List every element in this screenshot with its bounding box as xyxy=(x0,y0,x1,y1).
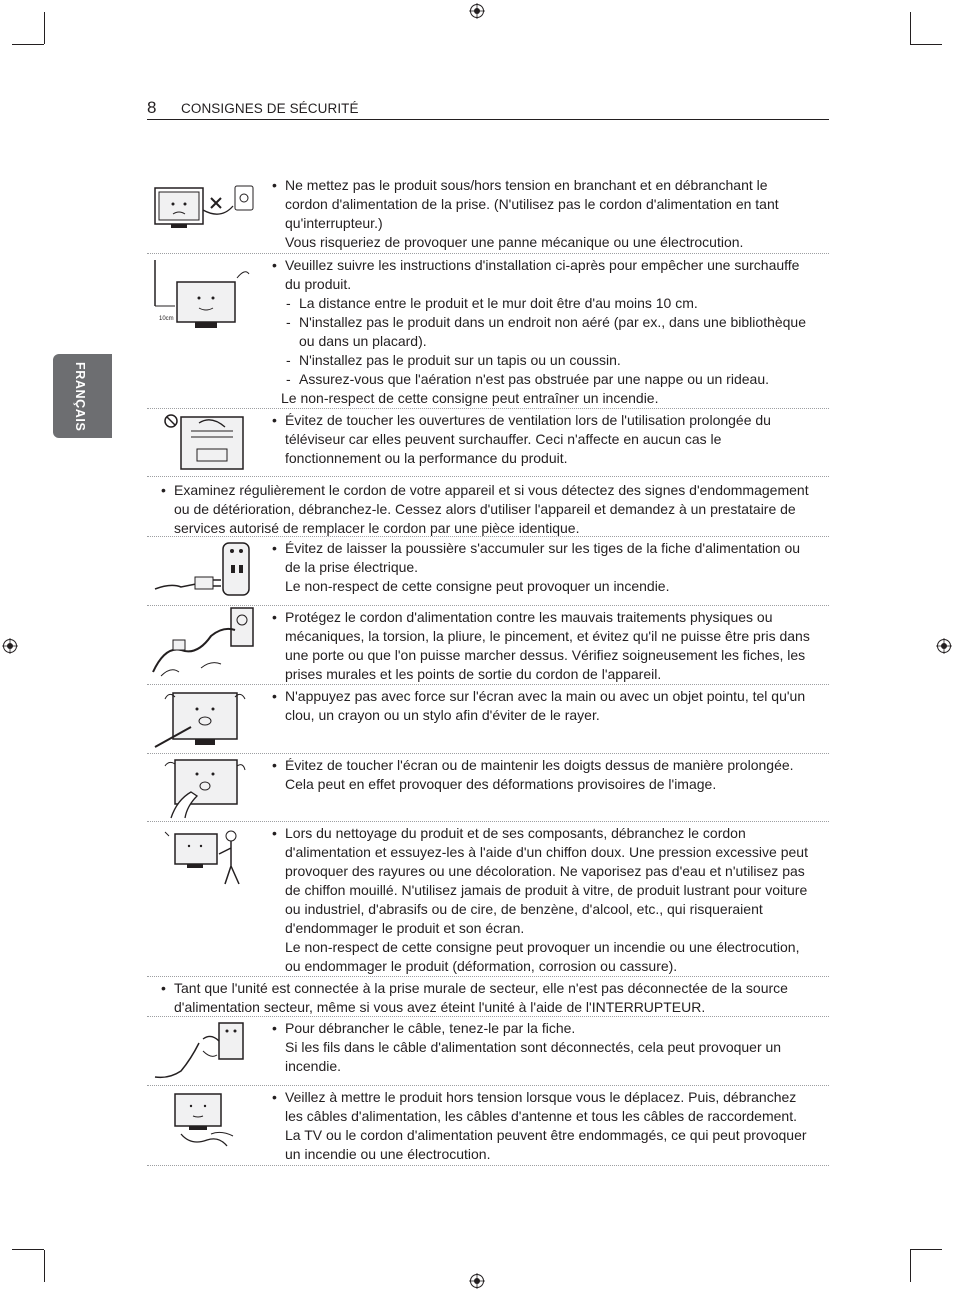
item-text xyxy=(272,756,812,794)
tv-unplug-icon xyxy=(151,180,261,240)
item-text xyxy=(272,1019,812,1076)
screen-press-icon xyxy=(151,687,261,751)
move-tv-cables-icon xyxy=(151,1090,261,1154)
crop-mark xyxy=(910,44,942,45)
screen-finger-icon xyxy=(151,756,261,820)
list-item xyxy=(147,754,829,822)
paragraph: • Évitez de toucher les ouvertures de ventilation lors de l'utilisation prolongée du téléviseur car elles peuvent surchauffer. Ceci n'affecte en aucun cas le fonctionnement ou la performance du produit. xyxy=(285,412,771,466)
list-item xyxy=(147,174,829,254)
list-item xyxy=(147,1017,829,1086)
list-item xyxy=(147,606,829,685)
paragraph: • Pour débrancher le câble, tenez-le par la fiche. xyxy=(285,1020,576,1036)
sub-item: - N'installez pas le produit dans un endroit non aéré (par ex., dans une bibliothèque ou dans un placard). xyxy=(272,313,812,351)
registration-mark-icon xyxy=(936,638,952,654)
language-tab-label: FRANÇAIS xyxy=(73,362,87,432)
item-text xyxy=(272,608,812,684)
paragraph: • Tant que l'unité est connectée à la prise murale de secteur, elle n'est pas déconnectée de la source d'alimentation secteur, même si vous avez éteint l'unité à l'aide de l'INTERRUPTEUR. xyxy=(174,980,788,1015)
pull-plug-icon xyxy=(151,1019,261,1083)
list-item xyxy=(147,685,829,754)
list-item xyxy=(147,537,829,606)
list-item xyxy=(147,409,829,477)
sub-item: - Assurez-vous que l'aération n'est pas obstruée par une nappe ou un rideau. xyxy=(272,370,812,389)
page-number: 8 xyxy=(147,98,157,117)
crop-mark xyxy=(44,12,45,44)
item-text xyxy=(272,176,812,252)
paragraph: • Évitez de laisser la poussière s'accumuler sur les tiges de la fiche d'alimentation ou de la prise électrique. xyxy=(285,540,801,575)
crop-mark xyxy=(910,12,911,44)
item-text xyxy=(161,979,821,1017)
paragraph: Le non-respect de cette consigne peut provoquer un incendie ou une électrocution, ou endommager le produit (déformation, corrosion ou cassure). xyxy=(285,939,800,974)
paragraph: • Veillez à mettre le produit hors tension lorsque vous le déplacez. Puis, débranchez les câbles d'alimentation, les câbles d'antenne et tous les câbles de raccordement. La TV ou le cordon d'alimentation peuvent être endommagés, ce qui peut provoquer un incendie ou une électrocution. xyxy=(285,1089,807,1162)
item-text xyxy=(272,687,812,725)
paragraph: Vous risqueriez de provoquer une panne mécanique ou une électrocution. xyxy=(285,234,744,250)
tv-ventilation-distance-icon xyxy=(151,260,261,332)
crop-mark xyxy=(44,1250,45,1282)
item-text xyxy=(272,1088,812,1164)
item-text xyxy=(272,824,812,976)
header-rule xyxy=(147,119,829,120)
list-item xyxy=(147,977,829,1017)
crop-mark xyxy=(910,1249,942,1250)
paragraph: Si les fils dans le câble d'alimentation sont déconnectés, cela peut provoquer un incendie. xyxy=(285,1039,782,1074)
registration-mark-icon xyxy=(2,638,18,654)
item-text xyxy=(272,539,812,596)
section-title: CONSIGNES DE SÉCURITÉ xyxy=(181,101,359,116)
paragraph: • Lors du nettoyage du produit et de ses composants, débranchez le cordon d'alimentation et essuyez-les à l'aide d'un chiffon doux. Une pression excessive peut provoquer des rayures ou une décoloration. Ne vaporisez pas d'eau et n'utilisez pas de chiffon mouillé. N'utilisez jamais de produit à vitre, de produit lustrant pour voiture ou industriel, d'abrasifs ou de cire, de benzène, d'alcool, etc., qui risqueraient d'endommager le produit et son écran. xyxy=(285,825,808,936)
paragraph: • N'appuyez pas avec force sur l'écran avec la main ou avec un objet pointu, tel qu'un clou, un crayon ou un stylo afin d'éviter de le rayer. xyxy=(285,688,806,723)
cleaning-tv-icon xyxy=(151,826,261,890)
sub-item: - N'installez pas le produit sur un tapis ou un coussin. xyxy=(272,351,812,370)
language-tab xyxy=(53,354,112,438)
svg-text:10cm: 10cm xyxy=(159,316,174,322)
list-item xyxy=(147,1086,829,1166)
crop-mark xyxy=(12,44,44,45)
list-item xyxy=(147,254,829,409)
no-touch-vents-icon xyxy=(151,411,261,475)
crop-mark xyxy=(12,1249,44,1250)
sub-item: - La distance entre le produit et le mur doit être d'au moins 10 cm. xyxy=(272,294,812,313)
damaged-cord-icon xyxy=(151,606,261,682)
item-text xyxy=(161,481,821,538)
paragraph: • Protégez le cordon d'alimentation contre les mauvais traitements physiques ou mécaniques, la torsion, la pliure, le pincement, et évitez qu'il ne puisse être pris dans une porte ou que l'on puisse marcher dessus. Vérifiez soigneusement les fiches, les prises murales et les points de sortie du cordon de l'appareil. xyxy=(285,609,810,682)
list-item xyxy=(147,822,829,977)
list-item xyxy=(147,477,829,537)
paragraph: • Ne mettez pas le produit sous/hors tension en branchant et en débranchant le cordon d'alimentation de la prise. (N'utilisez pas le cordon d'alimentation en tant qu'interrupteur.) xyxy=(285,177,779,231)
item-text xyxy=(272,411,812,468)
item-text xyxy=(272,256,812,408)
dusty-plug-icon xyxy=(151,539,261,603)
registration-mark-icon xyxy=(469,1273,485,1289)
paragraph: • Veuillez suivre les instructions d'installation ci-après pour empêcher une surchauffe du produit. xyxy=(285,257,800,292)
paragraph: • Évitez de toucher l'écran ou de maintenir les doigts dessus de manière prolongée. Cela peut en effet provoquer des déformations provisoires de l'image. xyxy=(285,757,794,792)
paragraph: Le non-respect de cette consigne peut provoquer un incendie. xyxy=(285,578,670,594)
crop-mark xyxy=(910,1250,911,1282)
warning-note: Le non-respect de cette consigne peut entraîner un incendie. xyxy=(281,390,659,406)
paragraph: • Examinez régulièrement le cordon de votre appareil et si vous détectez des signes d'endommagement ou de détérioration, débranchez-le. Cessez alors d'utiliser l'appareil et demandez à un prestataire de services autorisé de remplacer le cordon par une pièce identique. xyxy=(174,482,809,536)
safety-instructions-list xyxy=(147,174,829,1166)
registration-mark-icon xyxy=(469,3,485,19)
